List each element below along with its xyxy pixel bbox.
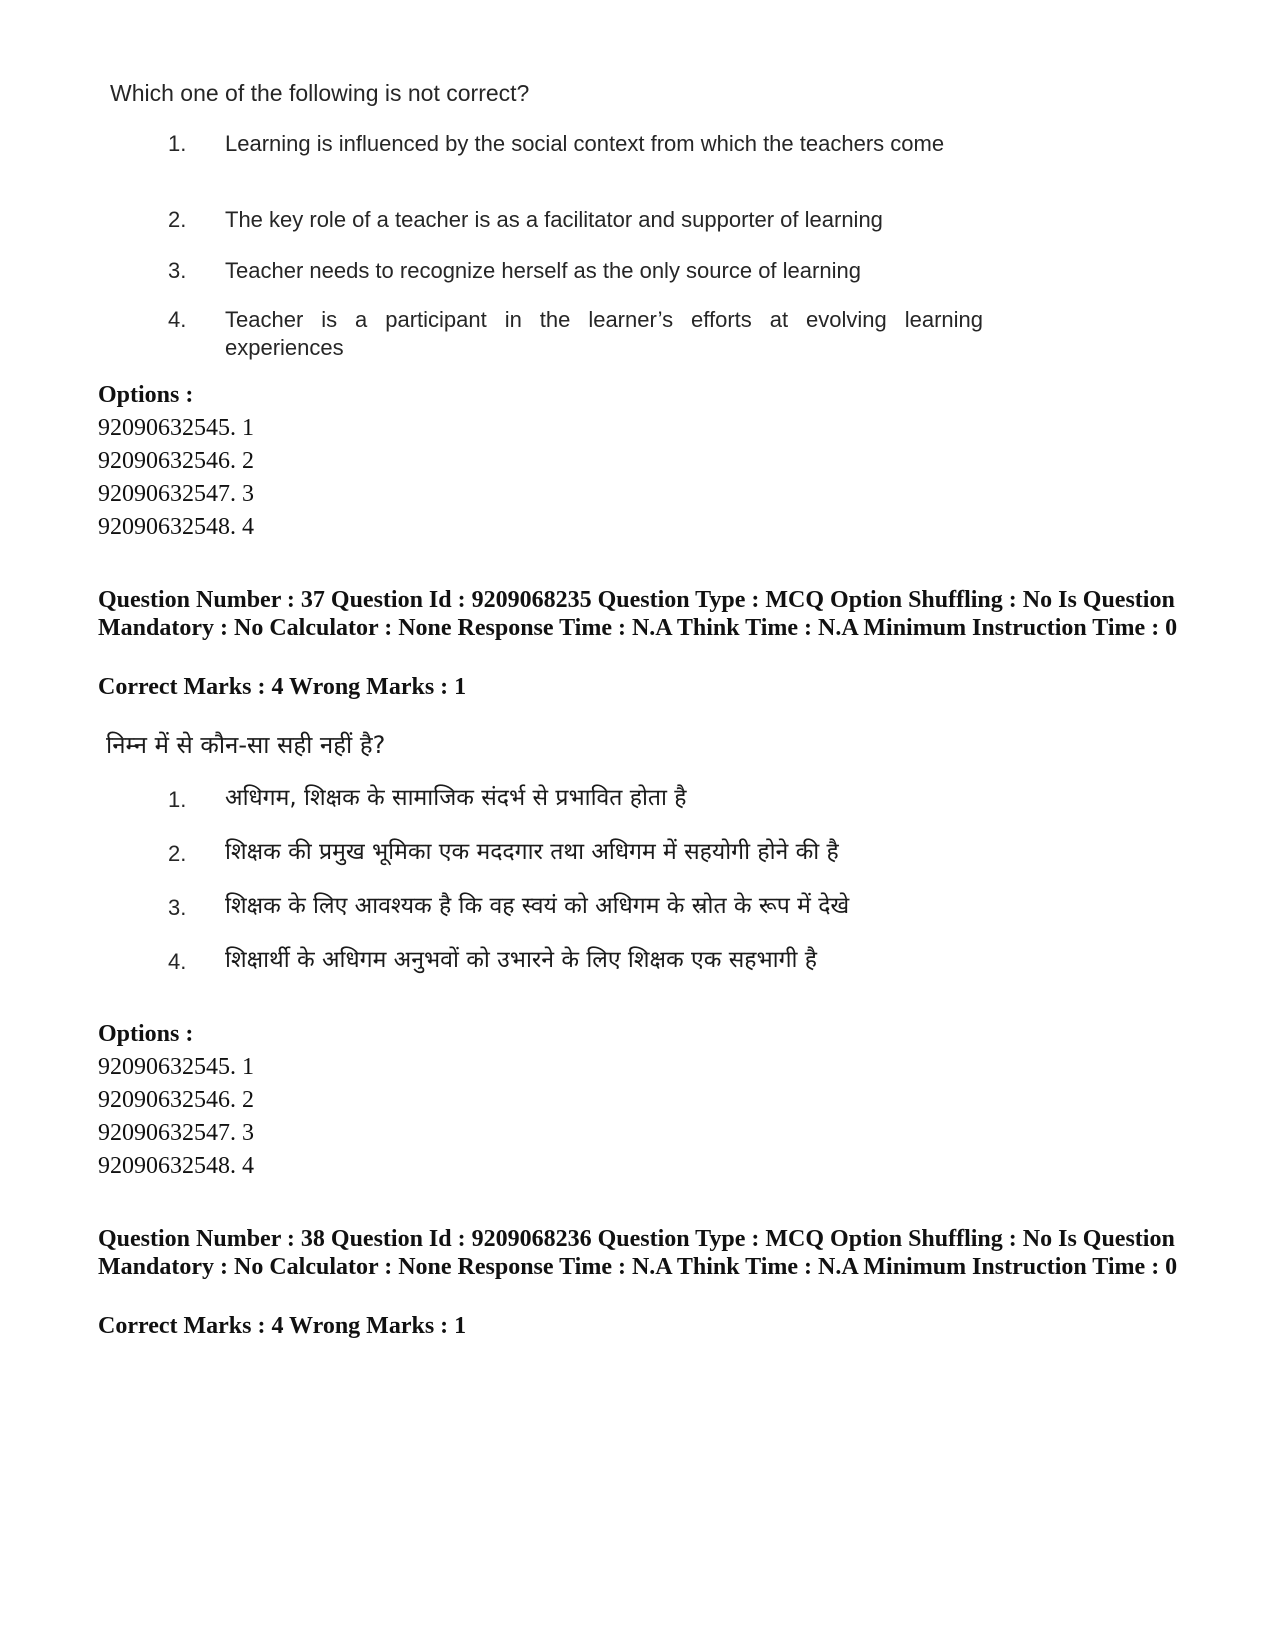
option-line: 92090632547. 3 [98, 1120, 254, 1146]
item-number: 2. [168, 841, 187, 866]
options-heading: Options : [98, 382, 194, 408]
option-line: 92090632548. 4 [98, 1153, 254, 1179]
item-number: 3. [168, 258, 187, 283]
question-meta: Question Number : 37 Question Id : 9209068235 Question Type : MCQ Option Shuffling : No Is Question Mandatory : No Calculator : None Response Time : N.A Think Time : N.A Minimum Instruction Time : 0 [98, 587, 1178, 641]
question-meta: Question Number : 38 Question Id : 9209068236 Question Type : MCQ Option Shuffling : No Is Question Mandatory : No Calculator : None Response Time : N.A Think Time : N.A Minimum Instruction Time : 0 [98, 1226, 1178, 1280]
item-text: अधिगम, शिक्षक के सामाजिक संदर्भ से प्रभावित होता है [225, 785, 687, 811]
item-text: The key role of a teacher is as a facilitator and supporter of learning [225, 207, 883, 232]
item-text: शिक्षक के लिए आवश्यक है कि वह स्वयं को अधिगम के स्रोत के रूप में देखे [225, 893, 850, 919]
item-text: Learning is influenced by the social context from which the teachers come [225, 131, 945, 156]
item-text: शिक्षार्थी के अधिगम अनुभवों को उभारने के लिए शिक्षक एक सहभागी है [225, 947, 818, 973]
option-line: 92090632545. 1 [98, 415, 254, 441]
option-line: 92090632547. 3 [98, 481, 254, 507]
options-heading: Options : [98, 1021, 194, 1047]
question-marks: Correct Marks : 4 Wrong Marks : 1 [98, 1313, 467, 1339]
item-text: Teacher is a participant in the learner’s efforts at evolving learning experiences [225, 307, 983, 360]
item-number: 4. [168, 307, 187, 332]
question-stem-en: Which one of the following is not correct? [110, 80, 530, 106]
item-number: 1. [168, 131, 187, 156]
item-number: 1. [168, 787, 187, 812]
option-line: 92090632546. 2 [98, 448, 254, 474]
item-text: शिक्षक की प्रमुख भूमिका एक मददगार तथा अधिगम में सहयोगी होने की है [225, 839, 839, 865]
item-number: 4. [168, 949, 187, 974]
option-line: 92090632546. 2 [98, 1087, 254, 1113]
item-number: 2. [168, 207, 187, 232]
question-marks: Correct Marks : 4 Wrong Marks : 1 [98, 674, 467, 700]
question-stem-hi: निम्न में से कौन-सा सही नहीं है? [106, 731, 386, 759]
item-text: Teacher needs to recognize herself as the only source of learning [225, 258, 861, 283]
option-line: 92090632548. 4 [98, 514, 254, 540]
option-line: 92090632545. 1 [98, 1054, 254, 1080]
item-number: 3. [168, 895, 187, 920]
